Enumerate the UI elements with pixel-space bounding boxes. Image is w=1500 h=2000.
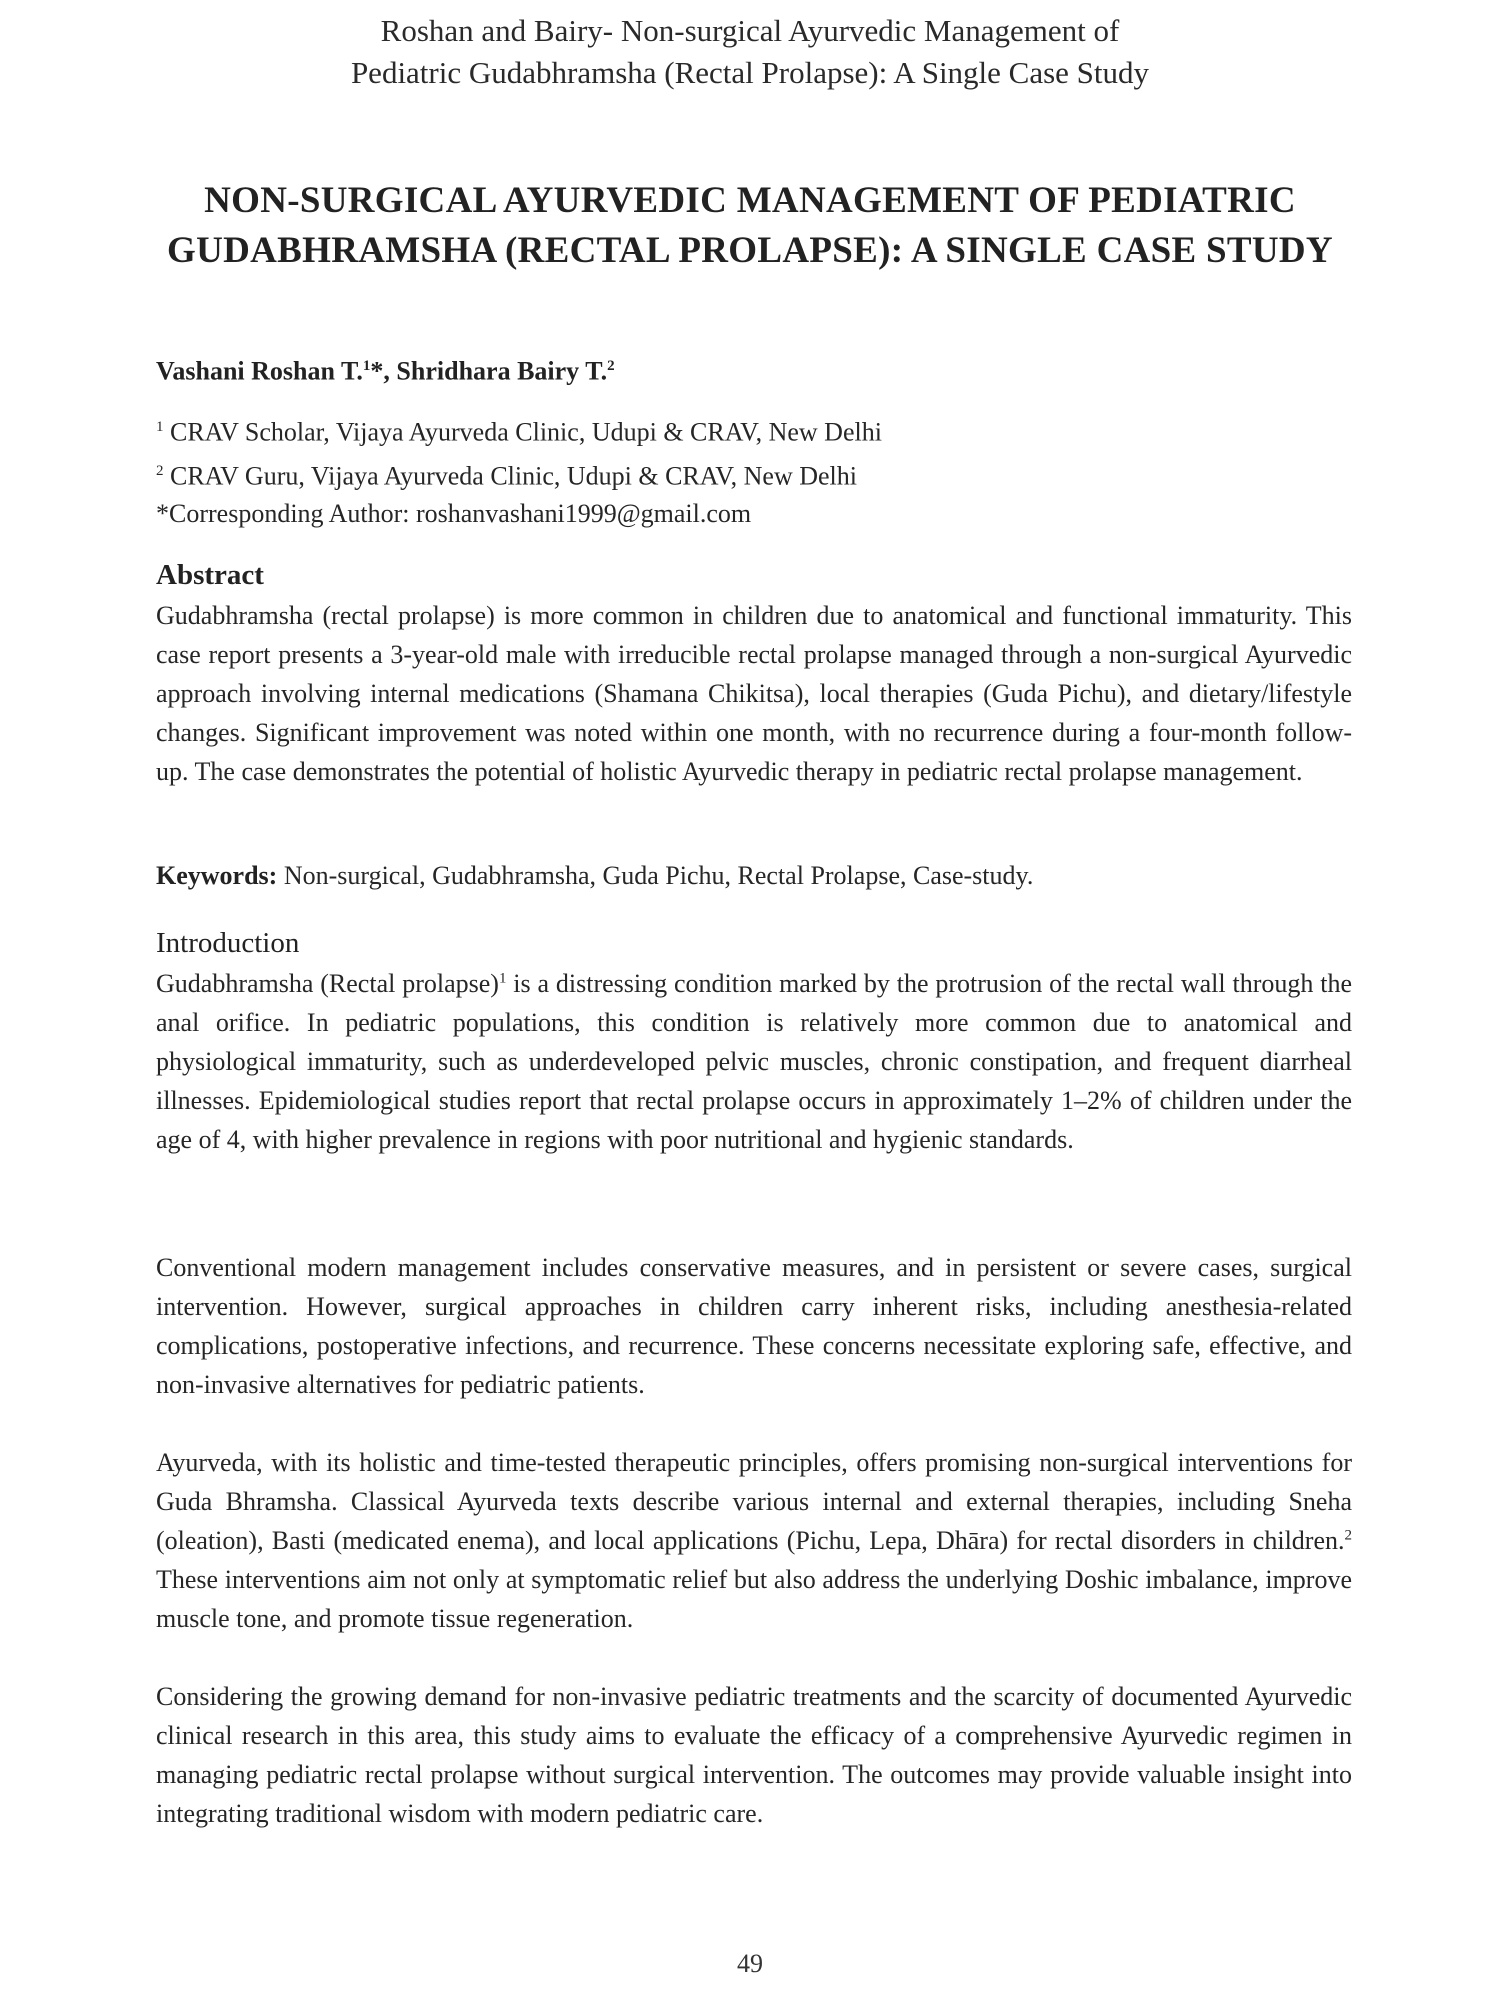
paper-title-line-2: GUDABHRAMSHA (RECTAL PROLAPSE): A SINGLE CASE STUDY: [167, 230, 1333, 271]
introduction-paragraph-3: [156, 1443, 1352, 1638]
page-number: 49: [737, 1949, 763, 1978]
running-header-line-1: Roshan and Bairy- Non-surgical Ayurvedic Management of: [380, 13, 1120, 48]
author-list: [156, 348, 615, 390]
running-header: [0, 10, 1500, 94]
paper-title-line-1: NON-SURGICAL AYURVEDIC MANAGEMENT OF PEDIATRIC: [204, 180, 1296, 221]
introduction-paragraph-4: Considering the growing demand for non-invasive pediatric treatments and the scarcity of documented Ayurvedic clinical research in this area, this study aims to evaluate the efficacy of a comprehensive Ayurvedic regimen in managing pediatric rectal prolapse without surgical intervention. The outcomes may provide valuable insight into integrating traditional wisdom with modern pediatric care.: [156, 1682, 1352, 1828]
abstract-body: Gudabhramsha (rectal prolapse) is more common in children due to anatomical and functional immaturity. This case report presents a 3-year-old male with irreducible rectal prolapse managed through a non-surgical Ayurvedic approach involving internal medications (Shamana Chikitsa), local therapies (Guda Pichu), and dietary/lifestyle changes. Significant improvement was noted within one month, with no recurrence during a four-month follow-up. The case demonstrates the potential of holistic Ayurvedic therapy in pediatric rectal prolapse management.: [156, 601, 1352, 786]
affiliation-block: [156, 408, 882, 533]
intro-p3-start: Ayurveda, with its holistic and time-tested therapeutic principles, offers promising non-surgical interventions for Guda Bhramsha. Classical Ayurveda texts describe various internal and external therapies, including Sneha (oleation), Basti (medicated enema), and local applications (Pichu, Lepa, Dhāra) for rectal disorders in children.: [156, 1448, 1352, 1555]
introduction-paragraph-2: Conventional modern management includes conservative measures, and in persistent or severe cases, surgical intervention. However, surgical approaches in children carry inherent risks, including anesthesia-related complications, postoperative infections, and recurrence. These concerns necessitate exploring safe, effective, and non-invasive alternatives for pediatric patients.: [156, 1253, 1352, 1399]
author-1-name: Vashani Roshan T.: [156, 356, 363, 386]
citation-2: 2: [1344, 1527, 1352, 1544]
paper-title: [120, 176, 1380, 276]
author-2-name: Shridhara Bairy T.: [396, 356, 608, 386]
affiliation-2: [156, 452, 882, 496]
corresponding-author: *Corresponding Author: roshanvashani1999@gmail.com: [156, 499, 752, 529]
affiliation-1-text: CRAV Scholar, Vijaya Ayurveda Clinic, Udupi & CRAV, New Delhi: [170, 417, 882, 447]
affiliation-2-marker: 2: [156, 462, 164, 479]
keywords: [156, 858, 1352, 894]
introduction-heading: Introduction: [156, 927, 300, 959]
introduction-paragraph-1: [156, 964, 1352, 1159]
affiliation-1-marker: 1: [156, 419, 164, 435]
author-2-affiliation-marker: 2: [607, 358, 615, 374]
keywords-label: Keywords:: [156, 861, 278, 890]
running-header-line-2: Pediatric Gudabhramsha (Rectal Prolapse): A Single Case Study: [350, 55, 1150, 90]
author-1-affiliation-marker: 1: [362, 358, 371, 374]
abstract-heading: Abstract: [156, 559, 264, 591]
corresponding-marker: *,: [370, 356, 390, 386]
affiliation-1: [156, 408, 882, 452]
keywords-text: Non-surgical, Gudabhramsha, Guda Pichu, Rectal Prolapse, Case-study.: [283, 861, 1034, 890]
citation-1: 1: [498, 970, 507, 987]
intro-p1-start: Gudabhramsha (Rectal prolapse): [156, 969, 499, 998]
affiliation-2-text: CRAV Guru, Vijaya Ayurveda Clinic, Udupi & CRAV, New Delhi: [170, 461, 857, 491]
intro-p3-end: These interventions aim not only at symptomatic relief but also address the underlying Doshic imbalance, improve muscle tone, and promote tissue regeneration.: [156, 1565, 1352, 1633]
intro-p1-end: is a distressing condition marked by the protrusion of the rectal wall through the anal orifice. In pediatric populations, this condition is relatively more common due to anatomical and physiological immaturity, such as underdeveloped pelvic muscles, chronic constipation, and frequent diarrheal illnesses. Epidemiological studies report that rectal prolapse occurs in approximately 1–2% of children under the age of 4, with higher prevalence in regions with poor nutritional and hygienic standards.: [156, 969, 1353, 1154]
